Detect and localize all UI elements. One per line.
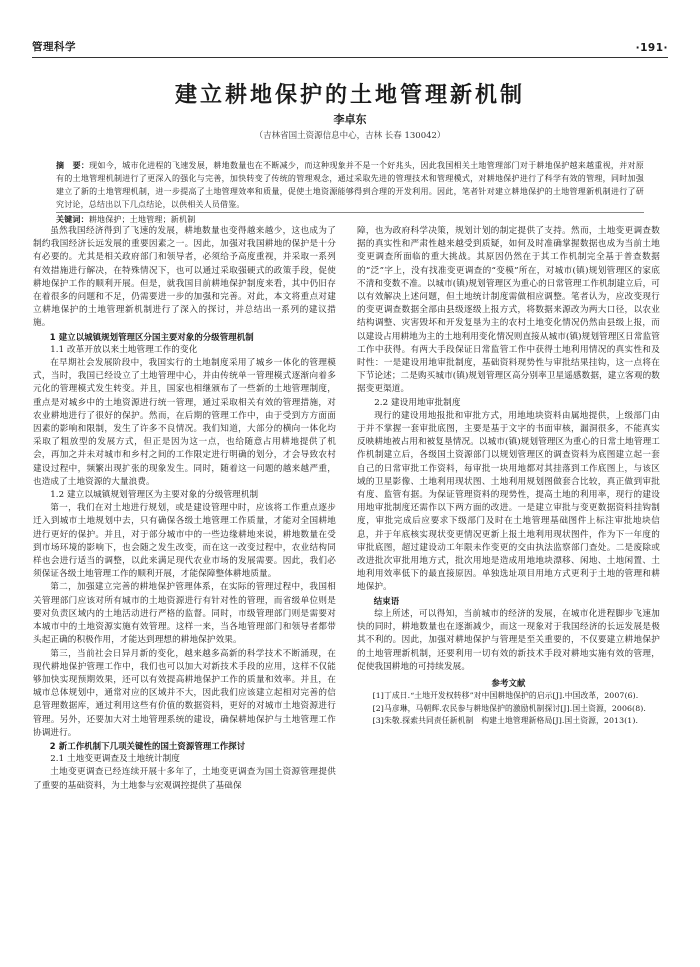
body-column-left: [33, 225, 336, 793]
reference-item: [3]朱敬.探索共同责任新机制 构建土地管理新格局[J].国土资源，2013(1).: [372, 716, 639, 726]
abstract-block: [56, 159, 644, 226]
subsection-heading: 1.1 改革开放以来土地管理工作的变化: [50, 344, 198, 355]
page-number: ·191·: [635, 42, 668, 54]
paragraph: 虽然我国经济得到了飞速的发展，耕地数量也变得越来越少，这也成为了制约我国经济长远发展的重要因素之一。因此，加强对我国耕地的保护是十分有必要的。尤其是相关政府部门和领导者，必须给予高度重视，并采取一系列有效措施进行解决，在特殊情况下，也可以通过采取强硬式的政策手段，促使耕地保护工作的顺利开展。但是，就我国目前耕地保护制度来看，其中仍旧存在着很多的问题和不足，仍需要进一步的加强和完善。对此，本文将重点对建立耕地保护的土地管理新机制进行了深入的探讨，并总结出一系列的建议措施。: [33, 226, 336, 329]
references-title: 参考文献: [491, 677, 526, 688]
keywords-label: 关键词：: [56, 215, 89, 224]
paragraph: 现行的建设用地报批和审批方式，用地地块资料由属地提供，上级部门由于并不掌握一套审批底图，主要是基于文字的书面审核，漏洞很多，不能真实反映耕地被占用和被复垦情况。以城市(镇)规划管理区为重心的日常土地管理工作机制建立后，各级国土资源部门以规划管理区的调查资料为底图建立起一套自己的日常审批工作资料，每审批一块用地都对其挂落到工作底图上，与该区域的卫星影像、土地利用现状图、土地利用规划图做套合比较，真正做到审批有度、监管有据。为保证管理资料的现势性，提高土地的利用率，现行的建设用地审批制度还需作以下两方面的改进。一是建立审批与变更数据资料挂钩制度，审批完成后应要求下级部门及时在土地管理基础图件上标注审批地块信息，并于年底核实现状变更情况更新上报土地利用现状图件，作为下一年度的审批底图，超过建设动工年限未作变更的交由执法监察部门查处。二是废除或改进批次审批用地方式，批次用地是造成用地地块漂移、闲地、土地闲置、土地利用效率低下的最直接原因。单独选址项目用地方式更利于土地的管理和耕地保护。: [357, 410, 660, 593]
reference-item: [1]丁成日.“土地开发权转移”对中国耕地保护的启示[J].中国改革，2007(6).: [372, 691, 639, 701]
abstract: [56, 159, 644, 211]
subsection-heading: 2.1 土地变更调查及土地统计制度: [50, 754, 181, 765]
paragraph: 第二，加强建立完善的耕地保护管理体系，在实际的管理过程中，我国相关管理部门应该对所有城市的土地资源进行有针对性的管理，而省级单位则是要对负责区域内的土地活动进行严格的监督。同时，市级管理部门则是需要对本城市中的土地资源实施有效管理。这样一来，当各地管理部门和领导者都带头起正确的积极作用，才能达到理想的耕地保护效果。: [33, 582, 336, 646]
abstract-divider: [56, 212, 644, 213]
running-header: [32, 36, 668, 54]
paragraph: 障，也为政府科学决策，规划计划的制定提供了支持。然而，土地变更调查数据的真实性和严肃性越来越受到质疑，如何及时准确掌握数据也成为当前土地变更调查所面临的重大挑战。其原因仍然在于其工作机制完全基于普查数据的“泛”字上，没有找准变更调查的“变模”所在，对城市(镇)规划管理区的家底不清和变数不准。以城市(镇)规划管理区为重心的日常管理工作机制建立后，可以有效解决上述问题，但土地统计制度需做相应调整。笔者认为，应改变现行的变更调查数据全部由县级逐级上报方式，将数据来源改为两大口径，以农业结构调整、灾害毁坏和开发复垦为主的农村土地变化情况仍然由县级上报，而以建设占用耕地为主的土地利用变化情况则直接从城市(镇)规划管理区日常监管工作中获得。有两大手段保证日常监管工作中获得土地利用情况的真实性和及时性：一是建设用地审批制度，基础资料现势性与审批结果挂钩，这一点将在下节论述；二是购买城市(镇)规划管理区高分别率卫星遥感数据，建立客观的数据变更渠道。: [357, 226, 660, 395]
keywords-text: 耕地保护；土地管理；新机制: [88, 215, 196, 224]
header-divider: [32, 57, 668, 58]
article-author: 李卓东: [333, 113, 367, 126]
article-title: 建立耕地保护的土地管理新机制: [174, 83, 525, 108]
body-column-right: [357, 225, 660, 728]
references-list: [357, 690, 660, 728]
section-heading: 1 建立以城镇规划管理区分国主要对象的分级管理机制: [49, 331, 254, 342]
section-heading: 2 新工作机制下几项关键性的国土资源管理工作探讨: [49, 740, 246, 751]
paragraph: 在早期社会发展阶段中，我国实行的土地制度采用了城乡一体化的管理模式，当时，我国已经设立了土地管理中心，并由传统单一管理模式逐渐向着多元化的管理模式发生转变。并且，国家也相继颁布了一些新的土地管理制度，重点是对城乡中的土地资源进行统一管理，通过采取相关有效的管理措施，对农业耕地进行了很好的保护。然而，在后期的管理工作中，由于受到方方面面因素的影响和限制，发生了许多不良情况。我们知道，大部分的横向一体化均采取了粗放型的发展方式，但正是因为这一点，也给随意占用耕地提供了机会，再加之并未对城市和乡村之间的工作限定进行明确的划分，才会导致农村建设过程中，频繁出现扩张的现象发生。同时，随着这一问题的越来越严重，也造成了土地资源的大量浪费。: [33, 358, 336, 487]
paragraph: 第三，当前社会日异月新的变化，越来越多高新的科学技术不断涌现，在现代耕地保护管理工作中，我们也可以加大对新技术手段的应用，这样不仅能够加快实现预期效果，还可以有效提高耕地保护工作的质量和效率。并且，在城市总体规划中，通常对应的区域并不大，因此我们应该建立起相对完善的信息管理数据库，通过利用这些有价值的数据资料，更好的对城市土地资源进行管理。另外，还要加大对土地管理系统的建设，确保耕地保护与土地管理工作协调进行。: [33, 648, 336, 738]
reference-item: [2]马彦琳，马朝辉.农民参与耕地保护的激励机制探讨[J].国土资源，2006(8).: [372, 703, 646, 713]
abstract-text: 现如今，城市化进程的飞速发展，耕地数量也在不断减少，而这种现象并不是一个好兆头，因此我国相关土地管理部门对于耕地保护越来越重视，并对原有的土地管理机制进行了更深入的强化与完善，加快转变了传统的管理观念，通过采取先进的管理技术和管理模式，对耕地保护进行了科学有效的管理，同时加强建立了新的土地管理机制，进一步提高了土地管理效率和质量，促使土地资源能够得到合理的开发利用。因此，笔者针对建立耕地保护的土地管理新机制进行了研究讨论，总结出以下几点结论，以供相关人员借鉴。: [56, 161, 644, 209]
subsection-heading: 2.2 建设用地审批制度: [374, 397, 461, 408]
author-affiliation: （吉林省国土资源信息中心，吉林 长春 130042）: [254, 131, 446, 141]
paragraph: 第一，我们在对土地进行规划，或是建设管理中时，应该将工作重点逐步迁入到城市土地规划中去，只有确保各级土地管理工作质量，才能对全国耕地进行更好的保护。并且，对于部分城市中的一些边缘耕地来说，耕地数量在受到市场环境的影响下，也会随之发生改变，而在这一改变过程中，农业结构同样也会进行适当的调整，以此来满足现代农业市场的发展需要。因此，我们必须保证各级土地管理工作的顺利开展，才能保障整体耕地质量。: [33, 503, 336, 580]
subsection-heading: 1.2 建立以城镇规划管理区为主要对象的分级管理机制: [50, 490, 259, 501]
journal-section-name: 管理科学: [32, 41, 76, 53]
abstract-label: 摘 要：: [56, 161, 90, 170]
paragraph: 土地变更调查已经连续开展十多年了，土地变更调查为国土资源管理提供了重要的基础资料，为土地参与宏观调控提供了基础保: [33, 767, 336, 791]
paragraph: 综上所述，可以得知，当前城市的经济的发展，在城市化进程脚步飞速加快的同时，耕地数量也在逐渐减少，而这一现象对于我国经济的长远发展是极其不利的。因此，加强对耕地保护与管理是至关重要的，不仅要建立耕地保护的土地管理新机制，还要利用一切有效的新技术手段对耕地实施有效的管理，促使我国耕地的可持续发展。: [357, 608, 660, 672]
section-heading: 结束语: [373, 595, 400, 606]
right-column-body: [357, 225, 660, 674]
